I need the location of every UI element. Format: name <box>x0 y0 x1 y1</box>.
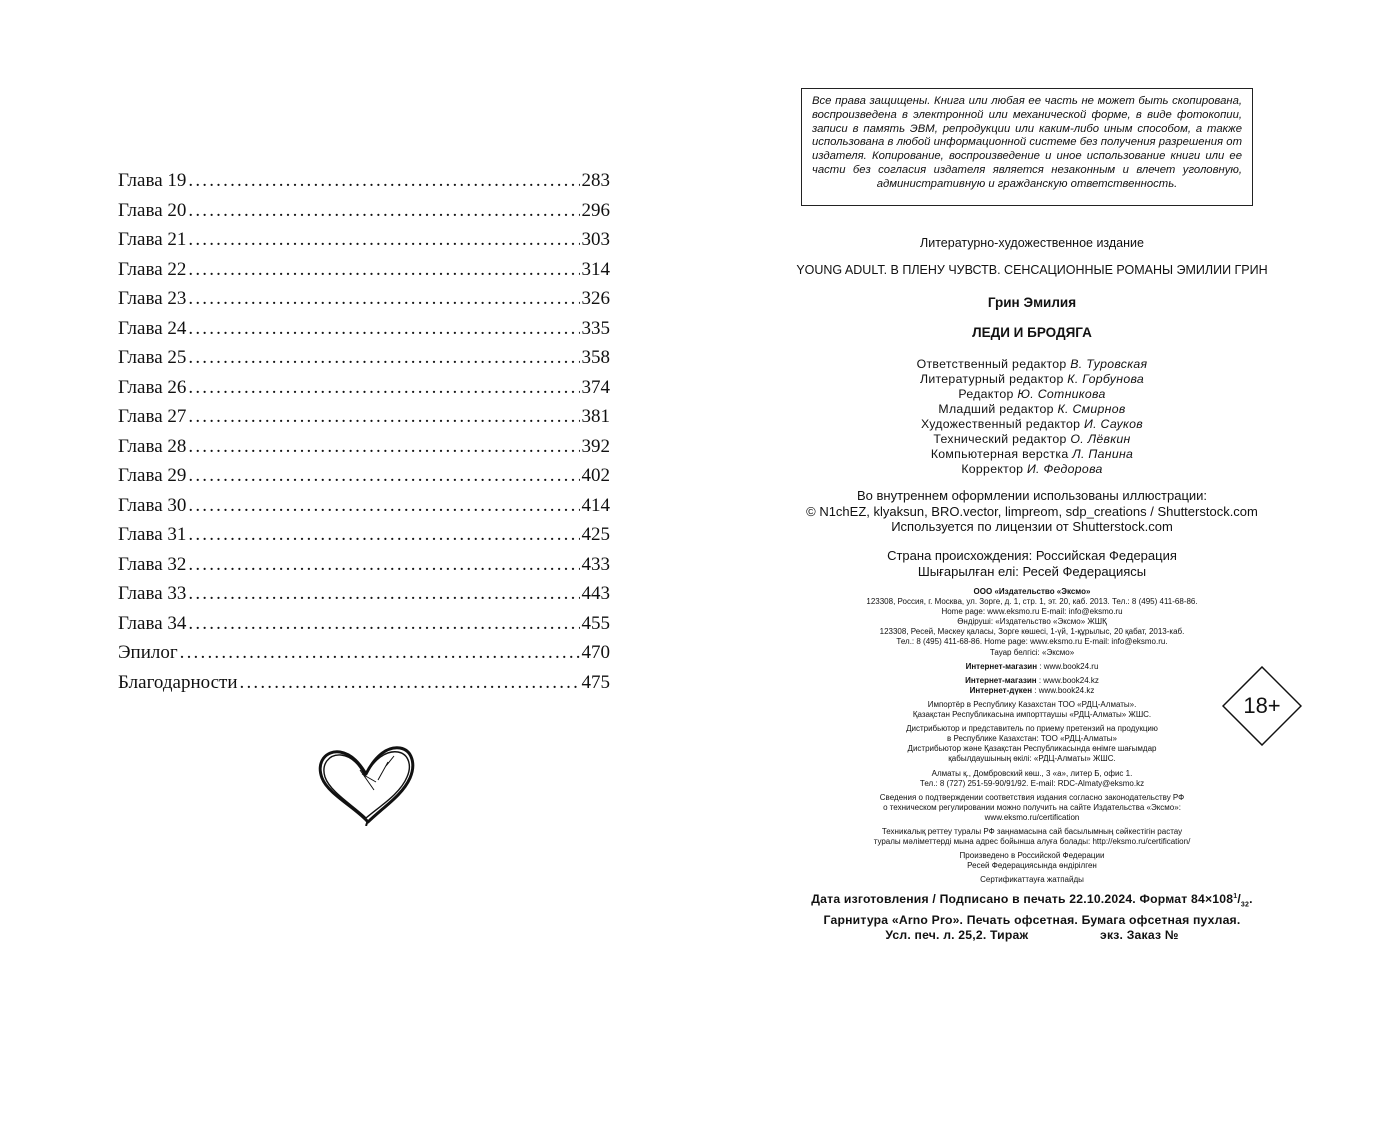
editor-name: И. Федорова <box>1026 462 1103 476</box>
editor-name: О. Лёвкин <box>1070 432 1131 446</box>
editor-role: Литературный редактор <box>919 372 1064 386</box>
toc-row <box>118 196 610 226</box>
country-of-origin <box>760 548 1304 579</box>
editor-line <box>760 417 1304 432</box>
toc-row <box>118 402 610 432</box>
publisher-line <box>760 754 1304 764</box>
author-name: Грин Эмилия <box>987 295 1077 310</box>
publisher-text: 123308, Ресей, Мәскеу қаласы, Зорге көшесі, 1-үй, 1-құрылыс, 20 қабат, 2013-каб. <box>879 627 1185 637</box>
editor-role: Компьютерная верстка <box>930 447 1069 461</box>
toc-leader <box>188 196 579 226</box>
publisher-line <box>760 793 1304 803</box>
editor-name: Л. Панина <box>1072 447 1134 461</box>
toc-row <box>118 314 610 344</box>
toc-label: Глава 26 <box>118 376 187 398</box>
toc-label: Глава 21 <box>118 229 187 250</box>
publisher-line <box>760 597 1304 607</box>
publisher-text: Сертификаттауға жатпайды <box>980 875 1084 885</box>
editor-line <box>760 447 1304 462</box>
toc-leader <box>188 314 579 344</box>
publisher-label: Интернет-магазин <box>965 675 1037 685</box>
toc-row <box>118 461 610 491</box>
publisher-line <box>760 607 1304 617</box>
publisher-text: Home page: www.eksmo.ru E-mail: info@eksmo.ru <box>941 607 1123 617</box>
toc-label: Глава 31 <box>118 524 187 545</box>
publisher-text: Қазақстан Республикасына импорттаушы «РДЦ-Алматы» ЖШС. <box>912 710 1152 720</box>
toc-leader <box>188 550 579 580</box>
editor-line <box>760 387 1304 402</box>
toc-page-number: 283 <box>581 170 610 191</box>
table-of-contents <box>118 166 610 697</box>
editor-name: И. Сауков <box>1084 417 1144 431</box>
publisher-line <box>760 861 1304 871</box>
toc-row <box>118 520 610 550</box>
publisher-text: Тел.: 8 (495) 411-68-86. Home page: www.eksmo.ru E-mail: info@eksmo.ru. <box>896 637 1168 647</box>
toc-label: Глава 28 <box>118 435 187 457</box>
toc-row <box>118 668 610 698</box>
editor-name: Ю. Сотникова <box>1017 387 1106 401</box>
toc-page-number: 392 <box>581 435 610 457</box>
toc-page-number: 414 <box>581 494 610 516</box>
toc-leader <box>188 284 579 314</box>
toc-leader <box>188 491 579 521</box>
toc-label: Глава 24 <box>118 317 187 339</box>
toc-leader <box>180 638 580 668</box>
toc-page-number: 358 <box>581 347 610 368</box>
series-name: YOUNG ADULT. В ПЛЕНУ ЧУВСТВ. СЕНСАЦИОННЫЕ РОМАНЫ ЭМИЛИИ ГРИН <box>796 263 1268 277</box>
illustration-credit-line: Во внутреннем оформлении использованы иллюстрации: <box>856 488 1208 503</box>
publisher-line <box>760 837 1304 847</box>
publisher-line <box>760 769 1304 779</box>
toc-row <box>118 550 610 580</box>
publisher-line <box>760 851 1304 861</box>
publisher-text: Дистрибьютор және Қазақстан Республикасында өнімге шағымдар <box>907 744 1157 754</box>
age-rating-badge <box>1222 666 1302 746</box>
toc-page-number: 303 <box>581 229 610 250</box>
toc-label: Благодарности <box>118 671 238 693</box>
editor-role: Корректор <box>961 462 1024 476</box>
publisher-text: Сведения о подтверждении соответствия издания согласно законодательству РФ <box>879 792 1185 802</box>
copyright-notice: Все права защищены. Книга или любая ее часть не может быть скопирована, воспроизведена в электронной или механической форме, в виде фотокопии, записи в память ЭВМ, репродукции или каким-либо иным способом, а также использована в любой информационной системе без получения разрешения от издателя. Копирование, воспроизведение и иное использование книги или ее части без согласия издателя является незаконным и влечет уголовную, административную и гражданскую ответственность. <box>801 88 1253 206</box>
toc-leader <box>188 579 579 609</box>
book-title: ЛЕДИ И БРОДЯГА <box>972 325 1092 340</box>
publisher-line <box>760 637 1304 647</box>
publisher-text: Тауар белгісі: «Эксмо» <box>989 647 1075 657</box>
toc-label: Глава 32 <box>118 553 187 575</box>
toc-row <box>118 225 610 255</box>
illustrations-credit <box>760 488 1304 535</box>
toc-row <box>118 609 610 639</box>
toc-page-number: 314 <box>581 258 610 280</box>
publisher-line <box>760 803 1304 813</box>
toc-page-number: 455 <box>581 612 610 634</box>
origin-line: Страна происхождения: Российская Федерация <box>887 548 1177 563</box>
toc-leader <box>188 373 579 403</box>
toc-leader <box>188 255 579 285</box>
publisher-line <box>760 779 1304 789</box>
toc-label: Глава 30 <box>118 494 187 516</box>
publisher-label: Интернет-дүкен <box>969 685 1033 695</box>
toc-page-number: 326 <box>581 288 610 309</box>
toc-label: Глава 23 <box>118 288 187 309</box>
toc-row <box>118 491 610 521</box>
publisher-text: Дистрибьютор и представитель по приему претензий на продукцию <box>906 724 1158 734</box>
publisher-line <box>760 813 1304 823</box>
toc-row <box>118 373 610 403</box>
editor-role: Художественный редактор <box>920 417 1081 431</box>
illustration-credit-line: Используется по лицензии от Shutterstock.com <box>891 519 1173 534</box>
origin-line: Шығарылған елі: Ресей Федерациясы <box>917 563 1147 579</box>
toc-row <box>118 638 610 668</box>
publisher-text: : www.book24.ru <box>1037 661 1099 671</box>
publisher-text: Өндіруші: «Издательство «Эксмо» ЖШҚ <box>957 617 1107 627</box>
publisher-text: 123308, Россия, г. Москва, ул. Зорге, д. 1, стр. 1, эт. 20, каб. 2013. Тел.: 8 (495) 411-68-86. <box>866 597 1198 607</box>
toc-page-number: 381 <box>581 406 610 427</box>
age-rating: 18+ <box>1243 693 1281 718</box>
toc-label: Глава 25 <box>118 347 187 368</box>
toc-label: Глава 29 <box>118 465 187 486</box>
editor-role: Ответственный редактор <box>916 357 1067 371</box>
editor-name: К. Горбунова <box>1067 372 1145 386</box>
illustration-credit-line: © N1chEZ, klyaksun, BRO.vector, limpreom, sdp_creations / Shutterstock.com <box>806 503 1258 519</box>
print-line-3: Усл. печ. л. 25,2. Тираж экз. Заказ № <box>885 927 1179 942</box>
publisher-label: Интернет-магазин <box>965 661 1038 671</box>
publisher-text: қабылдаушының өкілі: «РДЦ-Алматы» ЖШС. <box>948 754 1116 764</box>
publisher-line <box>760 648 1304 658</box>
toc-row <box>118 343 610 373</box>
toc-page-number: 335 <box>581 317 610 339</box>
toc-page-number: 475 <box>581 671 610 693</box>
editor-line <box>760 357 1304 372</box>
toc-page-number: 433 <box>581 553 610 575</box>
editor-name: К. Смирнов <box>1057 402 1126 416</box>
publisher-line <box>760 627 1304 637</box>
toc-label: Глава 33 <box>118 583 187 604</box>
publisher-text: Алматы қ., Домбровский көш., 3 «а», литер Б, офис 1. <box>931 768 1133 778</box>
publisher-text: Произведено в Российской Федерации <box>959 851 1105 861</box>
toc-page-number: 470 <box>581 642 610 663</box>
publisher-text: Техникалық реттеу туралы РФ заңнамасына сай басылымның сәйкестігін растау <box>881 826 1183 836</box>
publisher-line <box>760 617 1304 627</box>
publisher-text: о техническом регулировании можно получить на сайте Издательства «Эксмо»: <box>883 802 1181 812</box>
print-line-2: Гарнитура «Arno Pro». Печать офсетная. Бумага офсетная пухлая. <box>823 912 1241 927</box>
toc-label: Эпилог <box>118 642 178 663</box>
heart-icon <box>316 744 416 826</box>
toc-leader <box>188 461 579 491</box>
toc-leader <box>188 166 579 196</box>
editor-line <box>760 402 1304 417</box>
toc-row <box>118 579 610 609</box>
toc-row <box>118 166 610 196</box>
publisher-line <box>760 875 1304 885</box>
toc-page-number: 402 <box>581 465 610 486</box>
publisher-text: Тел.: 8 (727) 251-59-90/91/92. E-mail: RDC-Almaty@eksmo.kz <box>919 778 1145 788</box>
publisher-text: в Республике Казахстан: ТОО «РДЦ-Алматы» <box>947 734 1117 744</box>
toc-leader <box>240 668 580 698</box>
toc-label: Глава 27 <box>118 406 187 427</box>
publisher-line <box>760 587 1304 597</box>
publisher-text: : www.book24.kz <box>1032 685 1095 695</box>
publisher-text: Импортёр в Республику Казахстан ТОО «РДЦ-Алматы». <box>927 699 1137 709</box>
toc-page-number: 296 <box>581 199 610 221</box>
toc-row <box>118 432 610 462</box>
editor-line <box>760 462 1304 477</box>
publisher-text: ООО «Издательство «Эксмо» <box>973 587 1091 596</box>
toc-leader <box>188 402 579 432</box>
editor-role: Редактор <box>958 387 1014 401</box>
editor-name: В. Туровская <box>1070 357 1148 371</box>
publisher-line <box>760 827 1304 837</box>
toc-label: Глава 20 <box>118 199 187 221</box>
toc-label: Глава 19 <box>118 170 187 191</box>
print-info <box>760 889 1304 943</box>
toc-page-number: 425 <box>581 524 610 545</box>
publisher-text: : www.book24.kz <box>1036 675 1099 685</box>
toc-row <box>118 284 610 314</box>
publisher-text: туралы мәліметтерді мына адрес бойынша алуға болады: http://eksmo.ru/certification/ <box>873 837 1191 847</box>
publisher-text: www.eksmo.ru/certification <box>984 812 1080 822</box>
toc-leader <box>188 520 579 550</box>
toc-label: Глава 34 <box>118 612 187 634</box>
toc-label: Глава 22 <box>118 258 187 280</box>
editor-line <box>760 432 1304 447</box>
toc-page-number: 374 <box>581 376 610 398</box>
toc-page-number: 443 <box>581 583 610 604</box>
editor-role: Технический редактор <box>933 432 1067 446</box>
editors-list <box>760 357 1304 477</box>
editor-line <box>760 372 1304 387</box>
edition-type: Литературно-художественное издание <box>920 236 1144 250</box>
print-line-1: Дата изготовления / Подписано в печать 22.10.2024. Формат $84\times 108^1/_{32}$. <box>811 892 1253 909</box>
publisher-text: Ресей Федерациясында өндірілген <box>967 861 1097 871</box>
toc-leader <box>188 225 579 255</box>
toc-leader <box>188 609 579 639</box>
editor-role: Младший редактор <box>938 402 1054 416</box>
toc-leader <box>188 432 579 462</box>
toc-row <box>118 255 610 285</box>
toc-leader <box>188 343 579 373</box>
